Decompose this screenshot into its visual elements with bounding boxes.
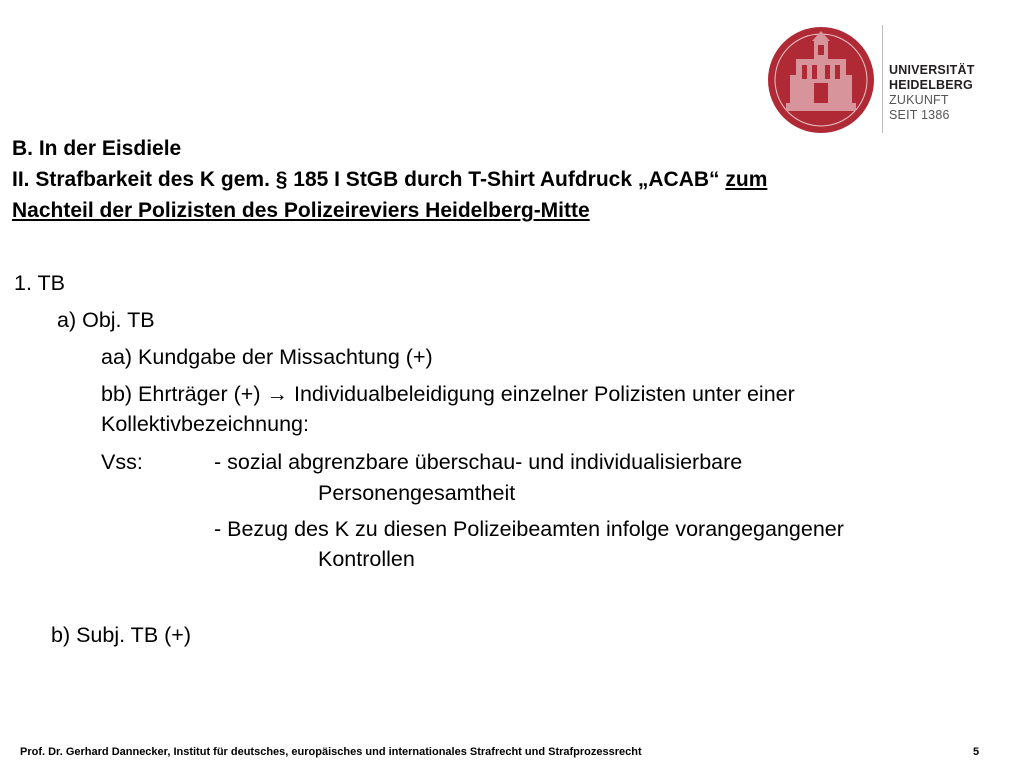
page-number: 5 xyxy=(973,746,980,758)
logo-divider xyxy=(882,25,883,133)
heading-section: B. In der Eisdiele xyxy=(12,137,182,160)
logo-line-zukunft: ZUKUNFT xyxy=(889,93,949,107)
footer-author: Prof. Dr. Gerhard Dannecker, Institut für deutsches, europäisches und internationales Strafrecht und Strafprozessrecht xyxy=(20,746,642,758)
item-aa: aa) Kundgabe der Missachtung (+) xyxy=(101,345,433,369)
heading-subtitle: Nachteil der Polizisten des Polizeireviers Heidelberg-Mitte xyxy=(12,199,590,222)
item-bb-line1: bb) Ehrträger (+) → Individualbeleidigung einzelner Polizisten unter einer xyxy=(101,382,795,406)
item-bb-line2: Kollektivbezeichnung: xyxy=(101,412,309,436)
logo-line-seit: SEIT 1386 xyxy=(889,108,950,122)
vss-item2-line1: - Bezug des K zu diesen Polizeibeamten infolge vorangegangener xyxy=(214,517,844,541)
item-obj-tb: a) Obj. TB xyxy=(57,308,155,332)
vss-label: Vss: xyxy=(101,450,143,474)
vss-item2-line2: Kontrollen xyxy=(318,547,415,571)
heading-title-text: II. Strafbarkeit des K gem. § 185 I StGB durch T-Shirt Aufdruck „ACAB“ xyxy=(12,168,726,191)
item-subj-tb: b) Subj. TB (+) xyxy=(51,623,192,647)
slide-heading xyxy=(12,133,767,226)
heading-title-underlined: zum xyxy=(725,168,768,191)
item-tb: 1. TB xyxy=(14,271,65,295)
university-seal-logo xyxy=(766,25,876,135)
university-wordmark xyxy=(889,63,975,123)
logo-line-heidelberg: HEIDELBERG xyxy=(889,78,973,92)
logo-line-university: UNIVERSITÄT xyxy=(889,63,975,77)
heading-title xyxy=(12,164,767,195)
vss-item1-line2: Personengesamtheit xyxy=(318,481,516,505)
vss-item1-line1: - sozial abgrenzbare überschau- und individualisierbare xyxy=(214,450,743,474)
